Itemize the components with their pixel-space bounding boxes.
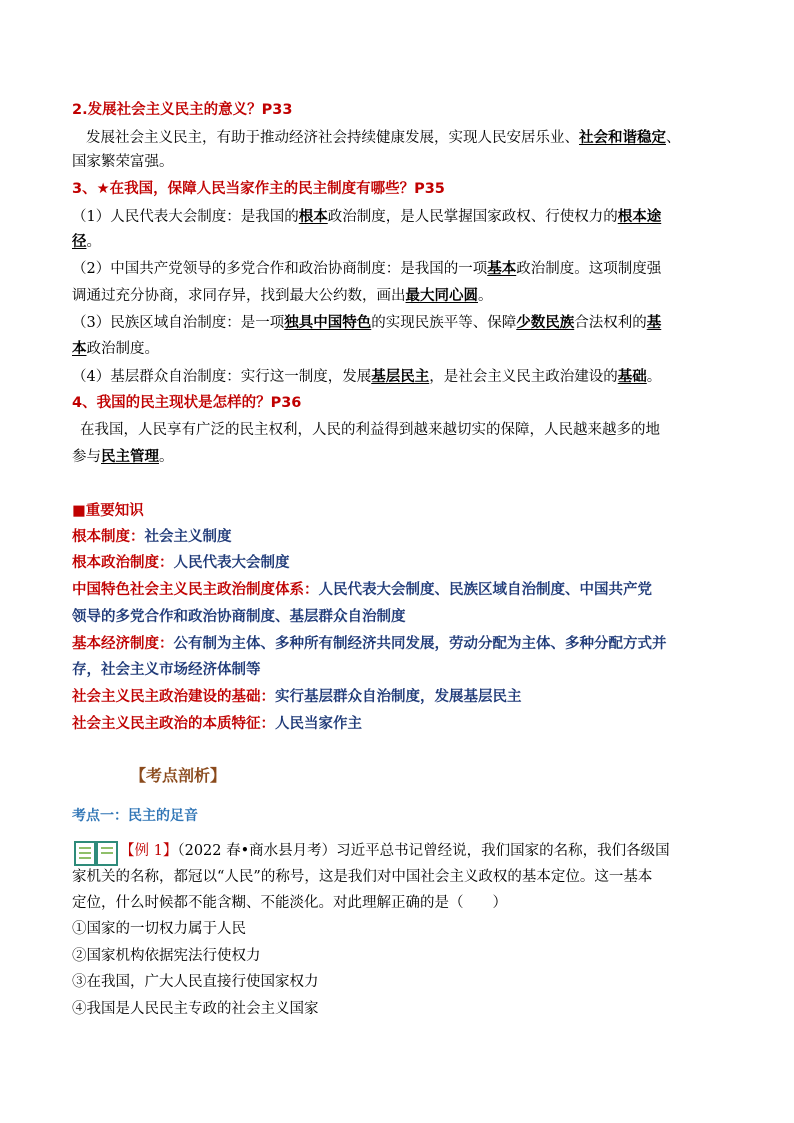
knowledge-text: 人民代表大会制度、民族区域自治制度、中国共产党: [318, 581, 652, 598]
q2-body-line1: [86, 127, 681, 149]
q3-text: 政治制度。这项制度强: [516, 261, 662, 277]
example-tag: 【例 1】: [120, 843, 178, 859]
q4-text: 参与: [72, 449, 101, 465]
example-line2: 家机关的名称，都冠以“人民”的称号，这是我们对中国社会主义政权的基本定位。这一基本: [72, 869, 653, 885]
q3-text: （2）中国共产党领导的多党合作和政治协商制度：是我国的一项: [72, 261, 488, 277]
knowledge-text: 实行基层群众自治制度，发展基层民主: [275, 688, 522, 705]
knowledge-item-cont: [72, 659, 261, 681]
knowledge-text: 人民代表大会制度: [173, 554, 290, 571]
q3-key-term: 基: [646, 314, 662, 331]
knowledge-label: 社会主义民主政治的本质特征：: [72, 715, 275, 732]
q3-key-term: 最大同心圆: [405, 287, 478, 304]
q3-key-term: 径: [72, 233, 87, 250]
q3-text: （1）人民代表大会制度：是我国的: [72, 209, 299, 225]
q3-text: 。: [86, 234, 101, 250]
q3-key-term: 根本途: [617, 208, 662, 225]
knowledge-label: 社会主义民主政治建设的基础：: [72, 688, 275, 705]
knowledge-text: 公有制为主体、多种所有制经济共同发展，劳动分配为主体、多种分配方式并: [173, 635, 667, 652]
knowledge-item-cont: [72, 606, 406, 628]
q2-key-term: 社会和谐稳定: [579, 129, 666, 146]
knowledge-text: 社会主义制度: [144, 528, 232, 545]
q3-item3-line1: [72, 312, 661, 334]
knowledge-label: 根本制度：: [72, 528, 145, 545]
q4-body-line2: [72, 446, 174, 468]
book-icon: [73, 839, 119, 867]
q4-body-line1: 在我国，人民享有广泛的民主权利，人民的利益得到越来越切实的保障，人民越来越多的地: [80, 422, 660, 438]
q2-title: 2.发展社会主义民主的意义？P33: [72, 102, 293, 118]
q2-body-text: 、: [666, 130, 681, 146]
knowledge-text: 领导的多党合作和政治协商制度、基层群众自治制度: [72, 608, 406, 625]
q3-text: 政治制度。: [86, 341, 159, 357]
q3-key-term: 独具中国特色: [284, 314, 372, 331]
q3-item3-line2: [72, 338, 159, 360]
q3-item1-line1: [72, 206, 661, 228]
q3-text: 的实现民族平等、保障: [371, 315, 517, 331]
option-item: ①国家的一切权力属于人民: [72, 921, 246, 937]
q3-text: 政治制度，是人民掌握国家政权、行使权力的: [327, 209, 618, 225]
q3-key-term: 基础: [617, 368, 647, 385]
q3-key-term: 基层民主: [371, 368, 430, 385]
knowledge-label: 中国特色社会主义民主政治制度体系：: [72, 581, 319, 598]
q4-text: 。: [159, 449, 174, 465]
example-line3: 定位，什么时候都不能含糊、不能淡化。对此理解正确的是（ ）: [72, 895, 507, 911]
knowledge-heading: ■重要知识: [72, 503, 144, 519]
q3-text: （3）民族区域自治制度：是一项: [72, 315, 285, 331]
knowledge-label: 根本政治制度：: [72, 554, 174, 571]
example-text: （2022 春•商水县月考）习近平总书记曾经说，我们国家的名称，我们各级国: [177, 843, 670, 859]
q3-key-term: 本: [72, 340, 87, 357]
q3-key-term: 根本: [298, 208, 328, 225]
q3-text: 调通过充分协商，求同存异，找到最大公约数，画出: [72, 288, 406, 304]
knowledge-text: 存，社会主义市场经济体制等: [72, 661, 261, 678]
q3-item2-line1: [72, 258, 661, 280]
q3-key-term: 基本: [487, 260, 517, 277]
option-item: ③在我国，广大人民直接行使国家权力: [72, 974, 319, 990]
q3-text: （4）基层群众自治制度：实行这一制度，发展: [72, 369, 372, 385]
q3-item1-line2: [72, 231, 101, 253]
option-item: ④我国是人民民主专政的社会主义国家: [72, 1001, 319, 1017]
q3-text: 。: [646, 369, 662, 385]
q3-text: 合法权利的: [574, 315, 647, 331]
example-line1: [120, 840, 670, 862]
knowledge-label: 基本经济制度：: [72, 635, 174, 652]
q3-title: 3、★在我国，保障人民当家作主的民主制度有哪些？P35: [72, 181, 445, 197]
point-heading: 考点一：民主的足音: [72, 808, 198, 824]
q3-item4-line1: [72, 366, 661, 388]
q3-text: ，是社会主义民主政治建设的: [429, 369, 618, 385]
analysis-heading: 【考点剖析】: [130, 766, 227, 785]
option-item: ②国家机构依据宪法行使权力: [72, 948, 261, 964]
knowledge-item: [72, 633, 667, 655]
q3-key-term: 少数民族: [516, 314, 575, 331]
q4-key-term: 民主管理: [101, 448, 159, 465]
q4-title: 4、我国的民主现状是怎样的？P36: [72, 395, 302, 411]
knowledge-item: [72, 526, 232, 548]
q2-body-text: 发展社会主义民主，有助于推动经济社会持续健康发展，实现人民安居乐业、: [86, 130, 579, 146]
knowledge-text: 人民当家作主: [275, 715, 362, 732]
knowledge-item: [72, 579, 652, 601]
q2-body-line2: 国家繁荣富强。: [72, 154, 174, 170]
knowledge-item: [72, 686, 522, 708]
knowledge-item: [72, 713, 362, 735]
q3-item2-line2: [72, 285, 493, 307]
knowledge-item: [72, 552, 290, 574]
q3-text: 。: [478, 288, 493, 304]
